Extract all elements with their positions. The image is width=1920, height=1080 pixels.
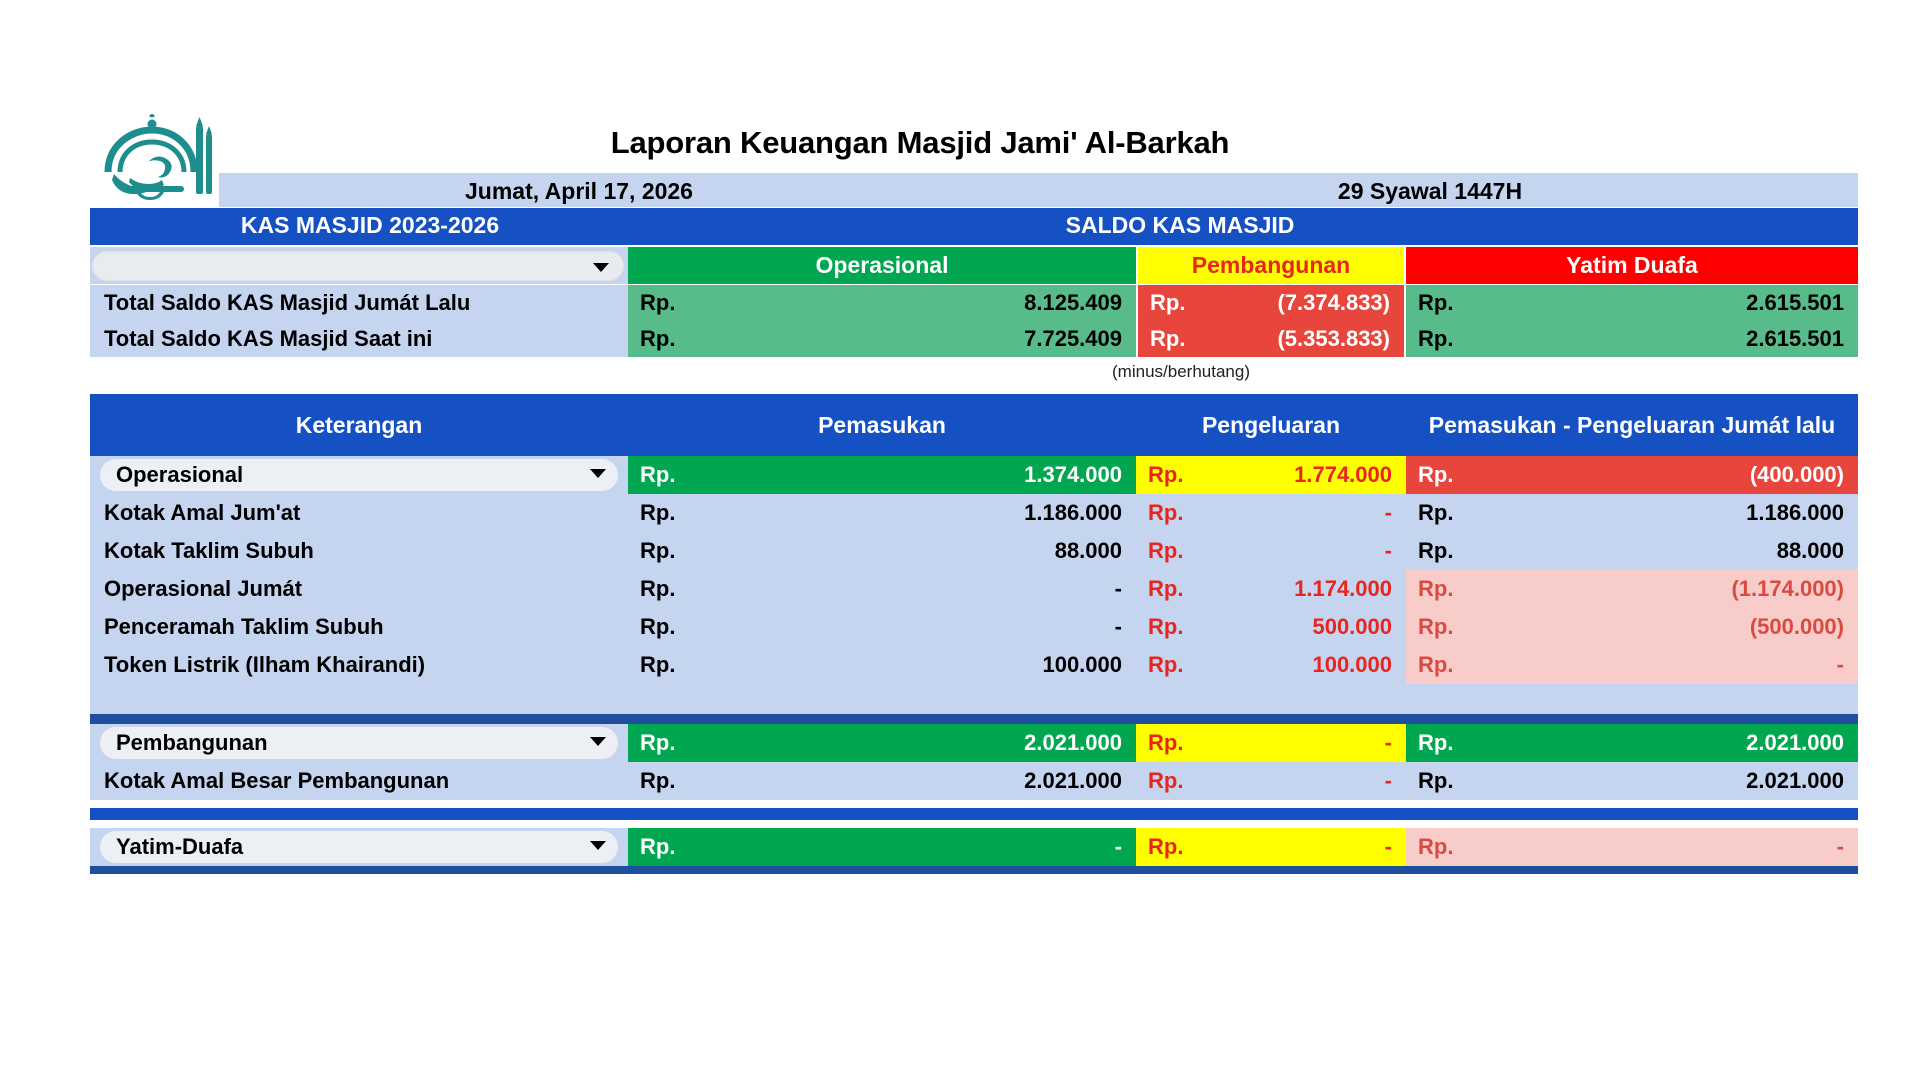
column-header-selisih: Pemasukan - Pengeluaran Jumát lalu: [1428, 411, 1836, 438]
saldo-row-label: Total Saldo KAS Masjid Saat ini: [104, 326, 433, 351]
white-gap: [90, 800, 1858, 808]
row-selisih: [1406, 532, 1858, 570]
row-pengeluaran: [1136, 608, 1406, 646]
amount-value: -: [1384, 500, 1392, 525]
gregorian-date: Jumat, April 17, 2026: [465, 178, 693, 204]
amount-value: 1.774.000: [1294, 462, 1392, 487]
group-toggle-operasional[interactable]: [100, 459, 618, 491]
saldo-header-operasional-label: Operasional: [815, 252, 949, 278]
saldo-value-yatim: [1406, 285, 1858, 321]
row-label-cell: [90, 608, 628, 646]
table-header-row: [90, 394, 1858, 456]
amount-value: 8.125.409: [1024, 290, 1122, 315]
amount-value: 500.000: [1312, 614, 1392, 639]
amount-value: (500.000): [1749, 614, 1844, 639]
currency-symbol: Rp.: [1148, 768, 1184, 793]
row-selisih: [1406, 608, 1858, 646]
amount-value: -: [1836, 834, 1844, 859]
amount-value: 2.021.000: [1024, 768, 1122, 793]
chevron-down-icon[interactable]: [590, 841, 606, 850]
amount-value: 2.615.501: [1746, 326, 1844, 351]
section-label-kas-masjid: KAS MASJID 2023-2026: [240, 212, 500, 238]
row-label: Token Listrik (Ilham Khairandi): [90, 646, 628, 684]
amount-value: (1.174.000): [1731, 576, 1844, 601]
chevron-down-icon[interactable]: [590, 469, 606, 478]
account-filter-dropdown[interactable]: [92, 251, 624, 281]
currency-symbol: Rp.: [640, 462, 676, 487]
row-label-cell: [90, 762, 628, 800]
group-total-pengeluaran: [1136, 828, 1406, 866]
chevron-down-icon[interactable]: [593, 263, 609, 272]
saldo-value-operasional: [628, 321, 1136, 357]
group-name-label: Operasional: [116, 462, 244, 487]
currency-symbol: Rp.: [1148, 462, 1184, 487]
row-selisih: [1406, 646, 1858, 684]
currency-symbol: Rp.: [1418, 614, 1454, 639]
amount-value: 1.374.000: [1024, 462, 1122, 487]
currency-symbol: Rp.: [1150, 290, 1186, 315]
row-label: Penceramah Taklim Subuh: [90, 608, 628, 646]
column-header-pemasukan: Pemasukan: [818, 411, 946, 438]
amount-value: 88.000: [1054, 538, 1122, 563]
currency-symbol: Rp.: [1418, 576, 1454, 601]
row-pemasukan: [628, 570, 1136, 608]
amount-value: -: [1384, 538, 1392, 563]
row-pemasukan: [628, 494, 1136, 532]
spacer-cell: [628, 684, 1136, 714]
table-row: [90, 494, 1858, 532]
amount-value: 7.725.409: [1024, 326, 1122, 351]
spacer-cell: [1136, 684, 1406, 714]
row-pengeluaran: [1136, 646, 1406, 684]
amount-value: -: [1114, 834, 1122, 859]
row-label: Operasional Jumát: [90, 570, 628, 608]
row-selisih: [1406, 762, 1858, 800]
table-row: [90, 608, 1858, 646]
amount-value: -: [1114, 576, 1122, 601]
white-gap: [90, 820, 1858, 828]
amount-value: 2.615.501: [1746, 290, 1844, 315]
amount-value: 100.000: [1312, 652, 1392, 677]
amount-value: (5.353.833): [1277, 326, 1390, 351]
saldo-value-operasional: [628, 285, 1136, 321]
currency-symbol: Rp.: [1148, 652, 1184, 677]
saldo-row-jumat-lalu: [90, 285, 1858, 321]
currency-symbol: Rp.: [640, 834, 676, 859]
currency-symbol: Rp.: [1150, 326, 1186, 351]
currency-symbol: Rp.: [640, 768, 676, 793]
row-pemasukan: [628, 762, 1136, 800]
currency-symbol: Rp.: [1148, 730, 1184, 755]
saldo-value-pembangunan: [1138, 285, 1404, 321]
currency-symbol: Rp.: [1148, 538, 1184, 563]
group-total-selisih: [1406, 828, 1858, 866]
currency-symbol: Rp.: [1148, 500, 1184, 525]
currency-symbol: Rp.: [640, 290, 676, 315]
currency-symbol: Rp.: [640, 614, 676, 639]
saldo-filter-cell: [90, 247, 628, 284]
group-total-selisih: [1406, 456, 1858, 494]
group-divider: [90, 808, 1858, 820]
saldo-row-label: Total Saldo KAS Masjid Jumát Lalu: [104, 290, 471, 315]
row-selisih: [1406, 570, 1858, 608]
saldo-summary-block: [90, 247, 1858, 359]
saldo-header-yatim-label: Yatim Duafa: [1566, 252, 1698, 278]
currency-symbol: Rp.: [1418, 500, 1454, 525]
table-bottom-rule: [90, 866, 1858, 874]
row-label-cell: [90, 494, 628, 532]
group-toggle-pembangunan[interactable]: [100, 727, 618, 759]
currency-symbol: Rp.: [1148, 614, 1184, 639]
group-total-pemasukan: [628, 724, 1136, 762]
amount-value: -: [1384, 834, 1392, 859]
saldo-value-pembangunan: [1138, 321, 1404, 357]
row-pengeluaran: [1136, 762, 1406, 800]
group-total-selisih: [1406, 724, 1858, 762]
saldo-col-pembangunan-header: [1138, 247, 1404, 284]
table-row: [90, 646, 1858, 684]
group-divider: [90, 714, 1858, 724]
amount-value: -: [1114, 614, 1122, 639]
spacer-cell: [90, 684, 628, 714]
group-row-operasional[interactable]: [90, 456, 1858, 494]
amount-value: 1.174.000: [1294, 576, 1392, 601]
group-row-yatim-duafa[interactable]: [90, 828, 1858, 866]
row-pengeluaran: [1136, 532, 1406, 570]
spacer-cell: [1406, 684, 1858, 714]
group-total-pemasukan: [628, 828, 1136, 866]
currency-symbol: Rp.: [1418, 834, 1454, 859]
currency-symbol: Rp.: [1418, 652, 1454, 677]
currency-symbol: Rp.: [640, 326, 676, 351]
currency-symbol: Rp.: [1418, 730, 1454, 755]
row-label: Kotak Amal Besar Pembangunan: [90, 762, 628, 800]
saldo-header-row: [90, 247, 1858, 284]
table-row: [90, 532, 1858, 570]
amount-value: 2.021.000: [1746, 768, 1844, 793]
table-row: [90, 570, 1858, 608]
currency-symbol: Rp.: [640, 652, 676, 677]
column-header-keterangan: Keterangan: [295, 411, 423, 438]
currency-symbol: Rp.: [1418, 768, 1454, 793]
row-label-cell: [90, 570, 628, 608]
currency-symbol: Rp.: [1418, 290, 1454, 315]
saldo-col-yatim-header: [1406, 247, 1858, 284]
transactions-table: [90, 394, 1858, 874]
amount-value: 2.021.000: [1746, 730, 1844, 755]
spacer-row: [90, 684, 1858, 714]
row-selisih: [1406, 494, 1858, 532]
currency-symbol: Rp.: [1418, 462, 1454, 487]
group-total-pemasukan: [628, 456, 1136, 494]
amount-value: -: [1836, 652, 1844, 677]
currency-symbol: Rp.: [640, 538, 676, 563]
amount-value: 88.000: [1776, 538, 1844, 563]
group-label-cell[interactable]: [90, 724, 628, 762]
currency-symbol: Rp.: [640, 730, 676, 755]
saldo-value-yatim: [1406, 321, 1858, 357]
group-toggle-yatim-duafa[interactable]: [100, 831, 618, 863]
group-name-label: Yatim-Duafa: [116, 834, 244, 859]
row-pengeluaran: [1136, 494, 1406, 532]
minus-note: (minus/berhutang): [1112, 362, 1250, 381]
row-label: Kotak Amal Jum'at: [90, 494, 628, 532]
amount-value: -: [1384, 730, 1392, 755]
saldo-col-operasional-header: [628, 247, 1136, 284]
amount-value: (400.000): [1749, 462, 1844, 487]
group-label-cell[interactable]: [90, 828, 628, 866]
saldo-row-saat-ini: [90, 321, 1858, 357]
saldo-row-label-cell: [90, 285, 628, 321]
hijri-date: 29 Syawal 1447H: [1337, 178, 1523, 204]
row-pemasukan: [628, 646, 1136, 684]
group-row-pembangunan[interactable]: [90, 724, 1858, 762]
row-label-cell: [90, 532, 628, 570]
row-pemasukan: [628, 532, 1136, 570]
amount-value: (7.374.833): [1277, 290, 1390, 315]
saldo-row-label-cell: [90, 321, 628, 357]
currency-symbol: Rp.: [1418, 326, 1454, 351]
saldo-header-pembangunan-label: Pembangunan: [1191, 252, 1351, 278]
group-total-pengeluaran: [1136, 724, 1406, 762]
group-label-cell[interactable]: [90, 456, 628, 494]
currency-symbol: Rp.: [640, 576, 676, 601]
currency-symbol: Rp.: [640, 500, 676, 525]
currency-symbol: Rp.: [1418, 538, 1454, 563]
page-title: Laporan Keuangan Masjid Jami' Al-Barkah: [610, 125, 1230, 160]
chevron-down-icon[interactable]: [590, 737, 606, 746]
row-pemasukan: [628, 608, 1136, 646]
row-pengeluaran: [1136, 570, 1406, 608]
amount-value: 1.186.000: [1746, 500, 1844, 525]
row-label: Kotak Taklim Subuh: [90, 532, 628, 570]
amount-value: 1.186.000: [1024, 500, 1122, 525]
group-name-label: Pembangunan: [116, 730, 268, 755]
group-total-pengeluaran: [1136, 456, 1406, 494]
table-row: [90, 762, 1858, 800]
currency-symbol: Rp.: [1148, 576, 1184, 601]
column-header-pengeluaran: Pengeluaran: [1201, 411, 1341, 438]
mosque-calligraphy-logo: [100, 112, 218, 204]
currency-symbol: Rp.: [1148, 834, 1184, 859]
amount-value: -: [1384, 768, 1392, 793]
section-label-saldo-kas: SALDO KAS MASJID: [1065, 212, 1295, 238]
row-label-cell: [90, 646, 628, 684]
amount-value: 100.000: [1042, 652, 1122, 677]
amount-value: 2.021.000: [1024, 730, 1122, 755]
